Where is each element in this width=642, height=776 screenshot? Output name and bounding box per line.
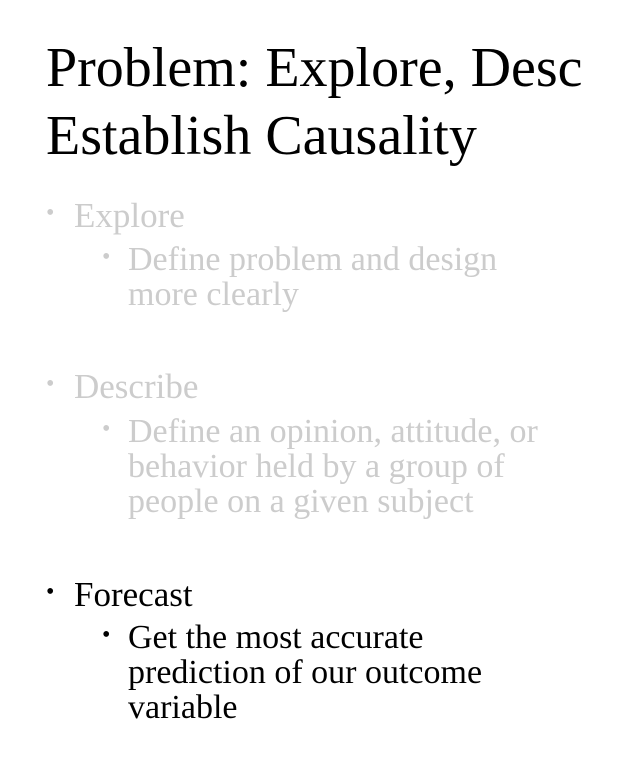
sub-bullet-line: behavior held by a group of <box>128 448 505 485</box>
sub-bullet-explore-cont <box>128 277 299 312</box>
sub-bullet-describe-cont <box>128 484 474 519</box>
sub-bullet-line: more clearly <box>128 276 299 313</box>
bullet-icon: • <box>46 371 55 397</box>
bullet-icon: • <box>46 200 55 226</box>
sub-bullet-line: variable <box>128 689 238 726</box>
bullet-icon: • <box>102 622 111 648</box>
sub-bullet-describe-cont <box>128 449 505 484</box>
sub-bullet-line: people on a given subject <box>128 483 474 520</box>
bullet-forecast <box>46 575 193 614</box>
bullet-icon: • <box>102 244 111 270</box>
sub-bullet-line: Define an opinion, attitude, or <box>128 413 538 450</box>
bullet-label: Explore <box>74 196 185 235</box>
sub-bullet-describe <box>102 413 538 450</box>
bullet-icon: • <box>102 416 111 442</box>
sub-bullet-line: Define problem and design <box>128 241 498 278</box>
slide-title <box>46 34 583 170</box>
sub-bullet-line: Get the most accurate <box>128 619 424 656</box>
bullet-icon: • <box>46 579 55 605</box>
sub-bullet-line: prediction of our outcome <box>128 654 483 691</box>
title-line-1: Problem: Explore, Desc <box>46 37 583 99</box>
sub-bullet-forecast-cont <box>128 655 482 690</box>
bullet-describe <box>46 367 199 406</box>
bullet-explore <box>46 196 185 235</box>
bullet-label: Describe <box>74 367 199 406</box>
bullet-label: Forecast <box>74 575 193 614</box>
sub-bullet-explore <box>102 241 498 278</box>
sub-bullet-forecast <box>102 619 424 656</box>
sub-bullet-forecast-cont <box>128 690 238 725</box>
title-line-2: Establish Causality <box>46 105 477 167</box>
